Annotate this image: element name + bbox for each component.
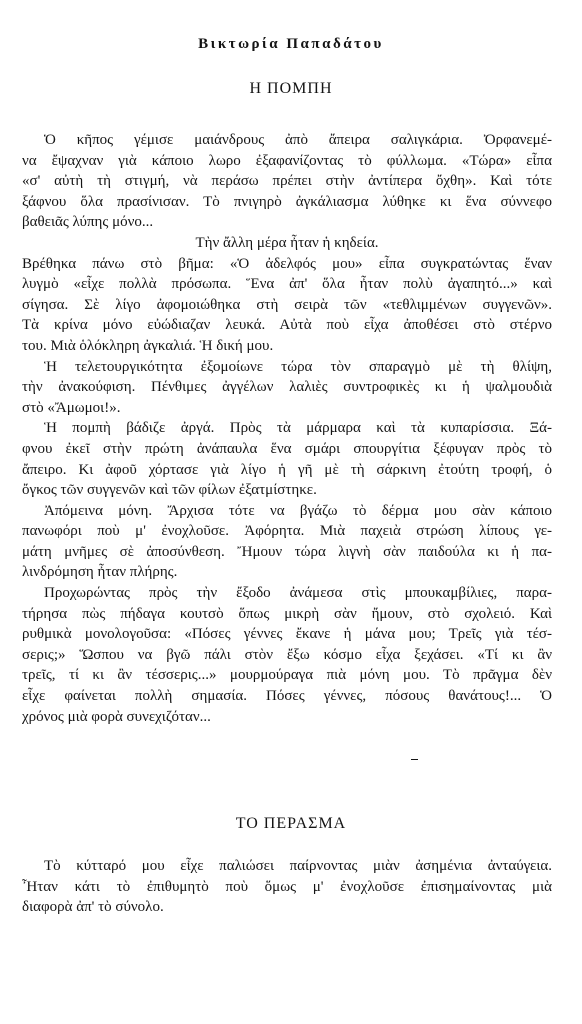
text-line: Προχωρώντας πρὸς τὴν ἔξοδο ἀνάμεσα στὶς μπουκαμβίλιες, παρα- bbox=[44, 585, 552, 602]
text-line: ὄγκος τῶν συγγενῶν καὶ τῶν φίλων ἐξατμίστηκε. bbox=[22, 482, 317, 499]
text-line: Βρέθηκα πάνω στὸ βῆμα: «Ὁ ἀδελφός μου» εἶπα συγκρατώντας ἕναν bbox=[22, 255, 552, 272]
text-line: Ὁ κῆπος γέμισε μαιάνδρους ἀπὸ ἄπειρα σαλιγκάρια. Ὀρφανεμέ- bbox=[44, 132, 552, 148]
text-line: Τὰ κρίνα μόνο εὐώδιαζαν λευκά. Αὐτὰ ποὺ εἶχα ἀποθέσει στὸ στέρνο bbox=[22, 317, 552, 334]
text-line: Ἀπόμεινα μόνη. Ἄρχισα τότε να βγάζω τὸ δέρμα μου σὰν κάποιο bbox=[44, 502, 552, 519]
text-line: σερις;» Ὥσπου να βγῶ πάλι στὸν ἔξω κόσμο εἶχα ξεχάσει. «Τί κι ἂν bbox=[22, 646, 552, 663]
section-body-pompi bbox=[22, 130, 552, 727]
section-body-perasma bbox=[22, 856, 552, 918]
text-line: διαφορὰ ἀπ' τὸ σύνολο. bbox=[22, 899, 164, 916]
text-line: μάτη μνῆμες σὲ ἀποσύνθεση. Ἤμουν τώρα λιγνὴ σὰν παιδούλα κι ἡ πα- bbox=[22, 543, 552, 560]
text-line: «σ' αὐτὴ τὴ στιγμή, νὰ περάσω πρέπει στὴν ἀντίπερα ὄχθη». Καὶ τότε bbox=[22, 173, 552, 190]
author-name: Βικτωρία Παπαδάτου bbox=[198, 36, 384, 52]
text-line: στὸ «Ἄμωμοι!». bbox=[22, 399, 121, 416]
section-title-pompi: Η ΠΟΜΠΗ bbox=[249, 80, 333, 97]
text-line: Ἦταν κάτι τὸ ἐπιθυμητὸ ποὺ ὅμως μ' ἐνοχλοῦσε ἐπισημαίνοντας μιὰ bbox=[22, 878, 552, 895]
text-line: εἶχε φαίνεται πολλὴ σημασία. Πόσες γέννες, πόσους θανάτους!... Ὁ bbox=[22, 688, 552, 705]
text-line: χρόνος μιὰ φορὰ συνεχιζόταν... bbox=[22, 708, 211, 725]
text-line: βαθειᾶς λύπης μόνο... bbox=[22, 214, 154, 231]
text-line: ἄπειρο. Κι ἀφοῦ χόρτασε γιὰ λίγο ἡ γῆ μὲ τὴ σάρκινη ἐτούτη τροφή, ὁ bbox=[22, 461, 552, 478]
text-line: λυγμὸ «εἶχε πολλὰ πρόσωπα. Ἕνα ἀπ' ὅλα ἦταν πολὺ ἀγαπητό...» καὶ bbox=[22, 276, 552, 293]
text-line: πανωφόρι ποὺ μ' ἐνοχλοῦσε. Ἀφόρητα. Μιὰ παχειὰ στρώση λίπους γε- bbox=[22, 523, 552, 540]
text-line: λινδρόμηση ἦταν πλήρης. bbox=[22, 564, 178, 581]
text-line: τήρησα πὼς πήδαγα κουτσὸ ὅπως μικρὴ σὰν ἤμουν, στὸ σχολειό. Καὶ bbox=[22, 605, 552, 622]
text-line: Τὴν ἄλλη μέρα ἦταν ἡ κηδεία. bbox=[195, 234, 379, 251]
text-line: του. Μιὰ ὁλόκληρη ἀγκαλιά. Ἡ δική μου. bbox=[22, 337, 274, 354]
text-line: Ἡ πομπὴ βάδιζε ἀργά. Πρὸς τὰ μάρμαρα καὶ τὰ κυπαρίσσια. Ξά- bbox=[44, 420, 552, 437]
text-line: να ἔψαχναν γιὰ κάποιο λωρο ἐξαφανίζοντας τὸ φύλλωμα. «Τώρα» εἶπα bbox=[22, 152, 552, 169]
text-line: τὴν ἀνακούφιση. Πένθιμες ἀγγέλων λαλιὲς συντροφικὲς κι ἡ ψαλμουδιὰ bbox=[22, 379, 552, 396]
text-line: τρεῖς, τί κι ἂν τέσσερις...» μουρμούραγα πιὰ μόνη μου. Τὸ πρᾶγμα δὲν bbox=[22, 667, 552, 684]
section-title-perasma: ΤΟ ΠΕΡΑΣΜΑ bbox=[235, 815, 347, 832]
text-line: Τὸ κύτταρό μου εἶχε παλιώσει παίρνοντας μιὰν ἀσημένια ἀνταύγεια. bbox=[44, 858, 552, 874]
print-mark bbox=[411, 759, 418, 760]
text-line: Ἡ τελετουργικότητα ἐξομοίωνε τώρα τὸν σπαραγμὸ μὲ τὴ θλίψη, bbox=[44, 358, 552, 375]
text-line: σίγησα. Σὲ λίγο ἀφομοιώθηκα στὴ σειρὰ τῶν «τεθλιμμένων συγγενῶν». bbox=[22, 296, 552, 313]
text-line: ρυθμικὰ μονολογοῦσα: «Πόσες γέννες ἔκανε ἡ μάνα μου; Τρεῖς γιὰ τέσ- bbox=[22, 626, 552, 643]
text-line: φνου ἐκεῖ στὴν πρώτη ἀνάπαυλα ἕνα σμάρι σπουργίτια ξέφυγαν πρὸς τὸ bbox=[22, 440, 552, 457]
text-line: ξάφνου ὅλα πρασίνισαν. Τὸ πνιγηρὸ ἀγκάλιασμα λύθηκε κι ἕνα σύννεφο bbox=[22, 193, 552, 210]
